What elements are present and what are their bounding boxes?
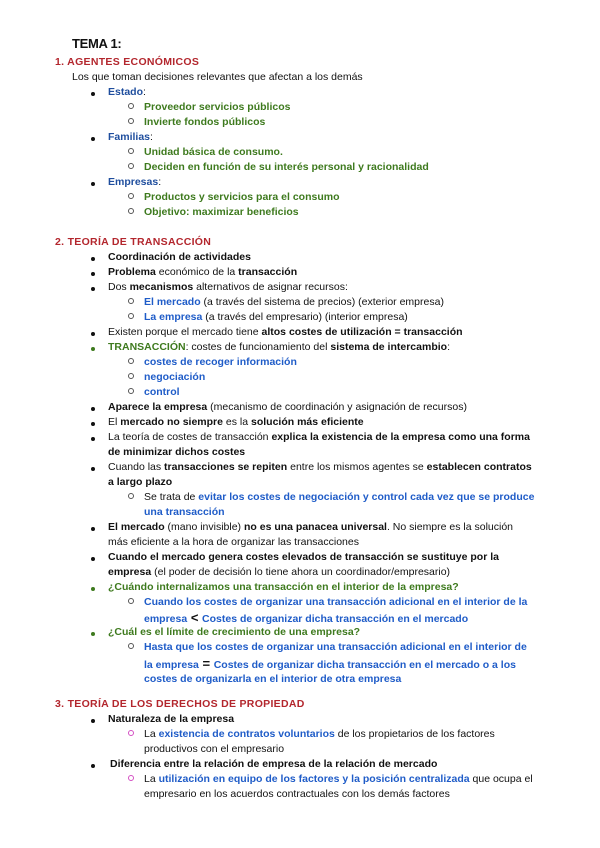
se-trata-text: Se trata de (144, 491, 199, 503)
answer-2-line-1: Hasta que los costes de organizar una transacción adicional en el interior de (144, 641, 527, 653)
establecen-bold: establecen contratos (426, 461, 532, 473)
existencia-sub-cont: productivos con el empresario (144, 743, 285, 755)
aparece-rest: (mecanismo de coordinación y asignación de recursos) (207, 401, 467, 413)
circle-bullet-icon (128, 208, 134, 214)
bullet-icon (91, 92, 95, 96)
mercado-no-item (108, 415, 364, 430)
se-trata-sub (144, 490, 534, 505)
familias-item: Familias: (108, 131, 153, 143)
answer-2-line-3: costes de organizarla en el interior de otra empresa (144, 673, 402, 685)
explica-bold-1: explica la existencia de la empresa como una forma (271, 431, 530, 443)
cuando-item-cont: a largo plazo (108, 476, 173, 488)
circle-bullet-icon (128, 493, 134, 499)
dos-text: Dos (108, 281, 130, 293)
circle-bullet-icon (128, 313, 134, 319)
bullet-icon (91, 632, 95, 636)
a2-costes: Costes de organizar dicha transacción en el mercado o a los (213, 659, 516, 671)
existen-text: Existen porque el mercado tiene (108, 326, 262, 338)
la2-text: La (144, 773, 159, 785)
bullet-icon (91, 764, 95, 768)
cuando2-item-cont (108, 565, 450, 580)
question-2: ¿Cuál es el límite de crecimiento de una empresa? (108, 626, 361, 638)
cuando-item (108, 460, 532, 475)
bullet-icon (91, 287, 95, 291)
utilizacion-bold: utilización en equipo de los factores y la posición centralizada (158, 773, 470, 785)
naturaleza-item: Naturaleza de la empresa (108, 713, 235, 725)
familias-label: Familias (108, 131, 151, 143)
circle-bullet-icon (128, 643, 134, 649)
familias-sub-1: Unidad básica de consumo. (144, 146, 283, 158)
empresa-rest: (a través del empresario) (interior empresa) (202, 311, 408, 323)
section-2-heading: 2. TEORÍA DE TRANSACCIÓN (55, 236, 212, 248)
less-than-symbol: < (187, 610, 203, 625)
bullet-icon (91, 557, 95, 561)
cuando-text: Cuando las (108, 461, 165, 473)
dos-rest: alternativos de asignar recursos: (193, 281, 348, 293)
bullet-icon (91, 347, 95, 351)
trans-sub-2: negociación (144, 371, 206, 383)
estado-sub-2: Invierte fondos públicos (144, 116, 266, 128)
answer-2-line-2 (144, 656, 516, 673)
es-la-text: es la (222, 416, 251, 428)
bullet-icon (91, 332, 95, 336)
no-siempre-text: . No siempre es la solución (386, 521, 514, 533)
circle-bullet-icon (128, 298, 134, 304)
bullet-icon (91, 272, 95, 276)
teoria-item-cont: de minimizar dichos costes (108, 446, 246, 458)
a1-empresa: empresa (144, 613, 188, 625)
estado-item: Estado: (108, 86, 146, 98)
entre-text: entre los mismos agentes se (287, 461, 427, 473)
problema-item (108, 265, 297, 280)
section-1-heading: 1. AGENTES ECONÓMICOS (55, 56, 200, 68)
answer-1-line-1: Cuando los costes de organizar una transacción adicional en el interior de la (144, 596, 528, 608)
mecanismos-item (108, 280, 348, 295)
bullet-icon (91, 137, 95, 141)
a1-costes: Costes de organizar dicha transacción en el mercado (202, 613, 469, 625)
circle-bullet-icon (128, 103, 134, 109)
transaccion-label: TRANSACCIÓN (108, 341, 186, 353)
mecanismos-bold: mecanismos (129, 281, 194, 293)
panacea-item (108, 520, 513, 535)
familias-sub-2: Deciden en función de su interés personal y racionalidad (144, 161, 429, 173)
transaccion-bold: transacción (238, 266, 298, 278)
trans-sub-3: control (144, 386, 180, 398)
solucion-bold: solución más eficiente (250, 416, 364, 428)
utilizacion-sub (144, 772, 533, 787)
bullet-icon (91, 182, 95, 186)
empresa-label: La empresa (144, 311, 203, 323)
existencia-sub (144, 727, 495, 742)
evitar-bold-1: evitar los costes de negociación y control cada vez que se produce (198, 491, 535, 503)
trans-sub-1: costes de recoger información (144, 356, 297, 368)
circle-bullet-icon (128, 388, 134, 394)
circle-bullet-icon (128, 118, 134, 124)
se-trata-sub-cont: una transacción (144, 506, 225, 518)
circle-bullet-icon (128, 373, 134, 379)
aparece-bold: Aparece la empresa (108, 401, 208, 413)
bullet-icon (91, 437, 95, 441)
aparece-item (108, 400, 467, 415)
existen-item (108, 325, 463, 340)
circle-bullet-icon (128, 775, 134, 781)
empresa-bold: empresa (108, 566, 152, 578)
sistema-bold: sistema de intercambio (330, 341, 448, 353)
teoria-item (108, 430, 530, 445)
estado-sub-1: Proveedor servicios públicos (144, 101, 291, 113)
bullet-icon (91, 587, 95, 591)
bullet-icon (91, 719, 95, 723)
circle-bullet-icon (128, 163, 134, 169)
empresas-label: Empresas (108, 176, 159, 188)
diferencia-item: Diferencia entre la relación de empresa de la relación de mercado (110, 758, 438, 770)
circle-bullet-icon (128, 598, 134, 604)
utilizacion-rest: que ocupa el (469, 773, 533, 785)
bullet-icon (91, 527, 95, 531)
mano-text: (mano invisible) (164, 521, 244, 533)
estado-label: Estado (108, 86, 144, 98)
bullet-icon (91, 422, 95, 426)
empresas-sub-2: Objetivo: maximizar beneficios (144, 206, 299, 218)
utilizacion-sub-cont: empresario en los acuerdos contractuales con los demás factores (144, 788, 450, 800)
transaccion-def-item: TRANSACCIÓN: costes de funcionamiento del sistema de intercambio: (108, 341, 450, 353)
circle-bullet-icon (128, 148, 134, 154)
mercado-rest: (a través del sistema de precios) (exterior empresa) (200, 296, 444, 308)
altos-bold: altos costes de utilización = transacción (261, 326, 463, 338)
circle-bullet-icon (128, 730, 134, 736)
bullet-icon (91, 407, 95, 411)
transaccion-rest: : costes de funcionamiento del (185, 341, 331, 353)
empresas-sub-1: Productos y servicios para el consumo (144, 191, 340, 203)
problema-rest: económico de la (155, 266, 239, 278)
problema-bold: Problema (108, 266, 156, 278)
circle-bullet-icon (128, 358, 134, 364)
teoria-text: La teoría de costes de transacción (108, 431, 272, 443)
question-1: ¿Cuándo internalizamos una transacción en el interior de la empresa? (108, 581, 459, 593)
bullet-icon (91, 257, 95, 261)
mercado-sub (144, 295, 444, 310)
mercado-label: El mercado (144, 296, 201, 308)
coord-item: Coordinación de actividades (108, 251, 251, 263)
section-1-intro: Los que toman decisiones relevantes que afectan a los demás (72, 71, 363, 83)
empresas-item: Empresas: (108, 176, 162, 188)
equals-symbol: = (198, 656, 214, 671)
panacea-item-cont: más eficiente a la hora de organizar las transacciones (108, 536, 359, 548)
la-text: La (144, 728, 159, 740)
bullet-icon (91, 467, 95, 471)
existencia-bold: existencia de contratos voluntarios (158, 728, 335, 740)
existencia-rest: de los propietarios de los factores (334, 728, 495, 740)
empresa-sub (144, 310, 408, 325)
repiten-bold: transacciones se repiten (164, 461, 288, 473)
panacea-bold: no es una panacea universal (243, 521, 387, 533)
section-3-heading: 3. TEORÍA DE LOS DERECHOS DE PROPIEDAD (55, 698, 305, 710)
cuando2-item: Cuando el mercado genera costes elevados de transacción se sustituye por la (108, 551, 499, 563)
poder-text: (el poder de decisión lo tiene ahora un coordinador/empresario) (151, 566, 451, 578)
el-text: El (108, 416, 121, 428)
page-title: TEMA 1: (72, 36, 122, 51)
mercado-no-bold: mercado no siempre (120, 416, 223, 428)
a2-empresa: la empresa (144, 659, 199, 671)
circle-bullet-icon (128, 193, 134, 199)
el-mercado-bold: El mercado (108, 521, 165, 533)
